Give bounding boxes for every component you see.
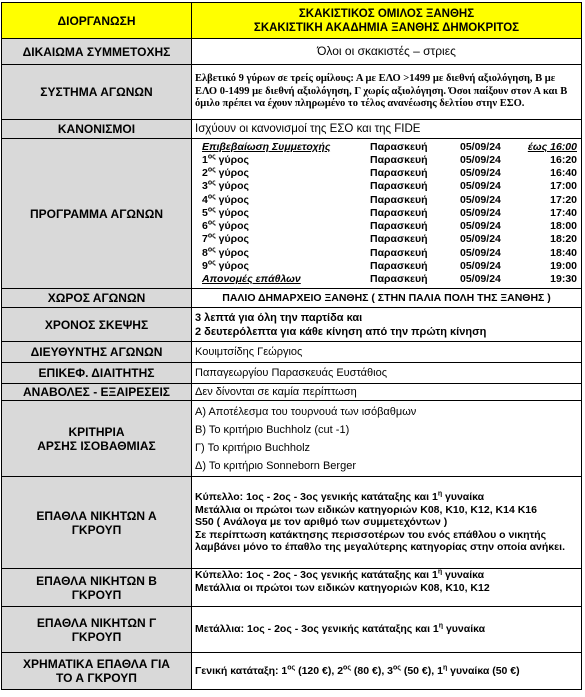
schedule-confirm-row — [202, 141, 577, 154]
prizes-a-label-line-2: ΓΚΡΟΥΠ — [71, 522, 122, 537]
prizes-a-value — [192, 477, 582, 569]
prizes-a-note: Σε περίπτωση κατάκτησης περισσοτέρων του ενός επάθλου ο νικητής λαμβάνει μόνο το έπαθλο της μεγαλύτερης κατηγορίας στην οποία ανήκει. — [195, 528, 565, 554]
postponements-value: Δεν δίνονται σε καμία περίπτωση — [192, 384, 582, 401]
organizer-line-2: ΣΚΑΚΙΣΤΙΚΗ ΑΚΑΔΗΜΙΑ ΞΑΝΘΗΣ ΔΗΜΟΚΡΙΤΟΣ — [253, 21, 520, 34]
round-time: 17:20 — [550, 193, 577, 206]
prizes-c-tail: γυναίκα — [443, 623, 486, 636]
tiebreaks-label-line-1: ΚΡΙΤΗΡΙΑ — [68, 424, 125, 439]
round-row — [202, 233, 577, 246]
round-label — [202, 207, 370, 220]
round-day: Παρασκευή — [370, 154, 428, 167]
cash-p1-sup: ος — [287, 664, 296, 672]
round-suffix: ος — [207, 193, 216, 201]
tiebreaks-list — [192, 401, 582, 477]
round-time: 18:40 — [550, 246, 577, 259]
time-control-label: ΧΡΟΝΟΣ ΣΚΕΨΗΣ — [2, 308, 192, 342]
round-number: 2 — [202, 167, 208, 180]
cash-p4: 1 — [437, 664, 443, 677]
cash-p1-amount: (120 €), — [295, 664, 338, 677]
cash-p2-sup: ος — [343, 664, 351, 672]
info-table — [1, 2, 582, 690]
tiebreaks-label-line-2: ΑΡΣΗΣ ΙΣΟΒΑΘΜΙΑΣ — [37, 438, 156, 453]
rules-label: ΚΑΝΟΝΙΣΜΟΙ — [2, 120, 192, 139]
round-row — [202, 260, 577, 273]
prizes-a-label — [2, 477, 192, 569]
prizes-a-cup-sup: η — [437, 490, 443, 498]
awards-date: 05/09/24 — [460, 272, 501, 285]
cash-p4-amount: γυναίκα (50 €) — [447, 664, 520, 677]
organizer-label: ΔΙΟΡΓΑΝΩΣΗ — [2, 3, 192, 39]
round-row — [202, 207, 577, 220]
round-day: Παρασκευή — [370, 167, 428, 180]
system-value: Ελβετικό 9 γύρων σε τρείς ομίλους: Α με ΕΛΟ >1499 με διεθνή αξιολόγηση, Β με ΕΛΟ 0-1499 με διεθνή αξιολόγηση, Γ χωρίς αξιολόγηση. Όσοι παίξουν στον Α και Β όμιλο πρέπει να έχουν πληρωμένο το τέλος ανανέωσης δελτίου στην ΕΣΟ. — [192, 65, 582, 120]
postponements-label: ΑΝΑΒΟΛΕΣ - ΕΞΑΙΡΕΣΕΙΣ — [2, 384, 192, 401]
prizes-a-cup — [195, 491, 578, 504]
round-word: γύρος — [215, 180, 250, 193]
prizes-c-label — [2, 607, 192, 653]
prizes-c-row — [2, 607, 582, 653]
eligibility-label: ΔΙΚΑΙΩΜΑ ΣΥΜΜΕΤΟΧΗΣ — [2, 39, 192, 65]
round-word: γύρος — [215, 167, 250, 180]
round-day: Παρασκευή — [370, 220, 428, 233]
round-label — [202, 260, 370, 273]
time-control-value — [192, 308, 582, 342]
cash-prizes-label-line-1: ΧΡΗΜΑΤΙΚΑ ΕΠΑΘΛΑ ΓΙΑ — [23, 657, 170, 671]
round-row — [202, 180, 577, 193]
round-word: γύρος — [215, 259, 250, 272]
round-number: 7 — [202, 233, 208, 246]
round-suffix: ος — [207, 246, 216, 253]
round-word: γύρος — [215, 220, 250, 233]
tiebreaks-label — [2, 401, 192, 477]
round-label — [202, 167, 370, 180]
cash-prizes-label-line-2: ΤΟ Α ΓΚΡΟΥΠ — [56, 671, 137, 685]
round-date: 05/09/24 — [460, 167, 501, 180]
eligibility-value: Όλοι οι σκακιστές – στριες — [192, 39, 582, 65]
tiebreak-item: Γ) Το κριτήριο Buchholz — [195, 441, 311, 454]
cash-p2: 2 — [337, 664, 344, 677]
round-time: 18:20 — [550, 233, 577, 246]
arbiter-row — [2, 363, 582, 384]
cash-prizes-value — [192, 653, 582, 690]
time-control-line-1: 3 λεπτά για όλη την παρτίδα και — [195, 311, 363, 324]
cash-p3-sup: ος — [393, 664, 401, 672]
system-label: ΣΥΣΤΗΜΑ ΑΓΩΝΩΝ — [2, 65, 192, 120]
round-row — [202, 220, 577, 233]
tiebreak-item: Β) Το κριτήριο Buchholz (cut -1) — [195, 423, 350, 436]
rounds-list — [202, 154, 577, 273]
prizes-c-label-line-1: ΕΠΑΘΛΑ ΝΙΚΗΤΩΝ Γ — [36, 615, 157, 630]
rules-row — [2, 120, 582, 139]
arbiter-label: ΕΠΙΚΕΦ. ΔΙΑΙΤΗΤΗΣ — [2, 363, 192, 384]
tiebreak-item: Α) Αποτέλεσμα του τουρνουά των ισόβαθμων — [195, 405, 417, 418]
cash-p3: 3 — [387, 664, 393, 677]
round-day: Παρασκευή — [370, 259, 428, 272]
round-label — [202, 247, 370, 260]
round-number: 9 — [202, 259, 208, 272]
round-word: γύρος — [215, 154, 250, 167]
round-word: γύρος — [215, 233, 250, 246]
prizes-b-label — [2, 569, 192, 607]
round-word: γύρος — [215, 193, 250, 206]
round-date: 05/09/24 — [460, 206, 501, 219]
round-row — [202, 154, 577, 167]
schedule-awards-row — [202, 273, 577, 286]
round-date: 05/09/24 — [460, 259, 501, 272]
prizes-c-label-line-2: ΓΚΡΟΥΠ — [71, 629, 122, 644]
round-label — [202, 220, 370, 233]
round-date: 05/09/24 — [460, 180, 501, 193]
round-word: γύρος — [215, 206, 250, 219]
round-date: 05/09/24 — [460, 233, 501, 246]
awards-day: Παρασκευή — [370, 272, 428, 285]
prizes-a-label-line-1: ΕΠΑΘΛΑ ΝΙΚΗΤΩΝ Α — [36, 508, 157, 523]
tiebreaks-row — [2, 401, 582, 477]
confirm-day: Παρασκευή — [370, 140, 428, 153]
confirm-time: έως 16:00 — [527, 140, 577, 153]
round-row — [202, 194, 577, 207]
rules-value: Ισχύουν οι κανονισμοί της ΕΣΟ και της FIDE — [192, 120, 582, 139]
round-day: Παρασκευή — [370, 193, 428, 206]
round-label — [202, 154, 370, 167]
arbiter-value: Παπαγεωργίου Παρασκευάς Ευστάθιος — [192, 363, 582, 384]
prizes-a-cup-text: Κύπελλο: 1ος - 2ος - 3ος γενικής κατάταξης και 1 — [195, 491, 438, 504]
round-number: 6 — [202, 220, 208, 233]
venue-label: ΧΩΡΟΣ ΑΓΩΝΩΝ — [2, 289, 192, 308]
cash-prefix: Γενική κατάταξη: — [195, 664, 282, 677]
cash-p3-amount: (50 €), — [400, 664, 438, 677]
tiebreak-item: Δ) Το κριτήριο Sonneborn Berger — [195, 459, 356, 472]
round-word: γύρος — [215, 246, 250, 259]
cash-p2-amount: (80 €), — [350, 664, 388, 677]
prizes-b-label-line-2: ΓΚΡΟΥΠ — [71, 587, 122, 602]
system-row — [2, 65, 582, 120]
schedule-table — [202, 141, 577, 286]
prizes-b-cup-sup: η — [437, 568, 443, 576]
round-suffix: ος — [207, 179, 216, 187]
round-day: Παρασκευή — [370, 206, 428, 219]
director-label: ΔΙΕΥΘΥΝΤΗΣ ΑΓΩΝΩΝ — [2, 342, 192, 363]
round-row — [202, 167, 577, 180]
round-time: 16:20 — [550, 154, 577, 167]
postponements-row — [2, 384, 582, 401]
prizes-b-row — [2, 569, 582, 607]
prizes-a-row — [2, 477, 582, 569]
round-suffix: ος — [207, 153, 216, 161]
cash-prizes-row — [2, 653, 582, 690]
time-control-row — [2, 308, 582, 342]
director-value: Κουιμτσίδης Γεώργιος — [192, 342, 582, 363]
round-label — [202, 194, 370, 207]
organizer-value — [192, 3, 582, 39]
round-time: 18:00 — [550, 220, 577, 233]
venue-value: ΠΑΛΙΟ ΔΗΜΑΡΧΕΙΟ ΞΑΝΘΗΣ ( ΣΤΗΝ ΠΑΛΙΑ ΠΟΛΗ ΤΗΣ ΞΑΝΘΗΣ ) — [192, 289, 582, 308]
prizes-b-value — [192, 569, 582, 607]
round-time: 17:40 — [550, 206, 577, 219]
organizer-line-1: ΣΚΑΚΙΣΤΙΚΟΣ ΟΜΙΛΟΣ ΞΑΝΘΗΣ — [298, 7, 475, 20]
awards-event: Απονομές επάθλων — [202, 272, 301, 285]
prizes-a-cup-tail: γυναίκα — [442, 491, 485, 504]
prizes-b-cup — [195, 569, 578, 582]
prizes-b-medals: Μετάλλια οι πρώτοι των ειδικών κατηγοριών Κ08, Κ10, Κ12 — [195, 581, 490, 594]
time-control-line-2: 2 δευτερόλεπτα για κάθε κίνηση από την πρώτη κίνηση — [195, 325, 487, 338]
round-row — [202, 247, 577, 260]
confirm-event: Επιβεβαίωση Συμμετοχής — [202, 140, 331, 153]
prizes-b-cup-text: Κύπελλο: 1ος - 2ος - 3ος γενικής κατάταξης και 1 — [195, 569, 438, 581]
round-date: 05/09/24 — [460, 246, 501, 259]
prizes-b-cup-tail: γυναίκα — [442, 569, 485, 581]
prizes-a-medals: Μετάλλια οι πρώτοι των ειδικών κατηγοριών Κ08, Κ10, Κ12, Κ14 Κ16 — [195, 503, 537, 516]
round-date: 05/09/24 — [460, 154, 501, 167]
round-time: 19:00 — [550, 259, 577, 272]
cash-p1: 1 — [281, 664, 288, 677]
round-number: 4 — [202, 193, 208, 206]
prizes-a-s50: S50 ( Ανάλογα με τον αριθμό των συμμετεχόντων ) — [195, 516, 448, 529]
round-number: 5 — [202, 206, 208, 219]
round-suffix: ος — [207, 206, 216, 214]
schedule-cell — [192, 139, 582, 289]
venue-row — [2, 289, 582, 308]
organizer-row — [2, 3, 582, 39]
round-suffix: ος — [207, 166, 216, 174]
prizes-c-text: Μετάλλια: 1ος - 2ος - 3ος γενικής κατάταξης και 1 — [195, 623, 439, 636]
round-day: Παρασκευή — [370, 180, 428, 193]
round-date: 05/09/24 — [460, 193, 501, 206]
confirm-date: 05/09/24 — [460, 140, 501, 153]
director-row — [2, 342, 582, 363]
round-date: 05/09/24 — [460, 220, 501, 233]
schedule-row — [2, 139, 582, 289]
prizes-c-sup: η — [438, 622, 444, 630]
round-number: 3 — [202, 180, 208, 193]
round-suffix: ος — [207, 259, 216, 267]
round-time: 16:40 — [550, 167, 577, 180]
round-number: 8 — [202, 246, 208, 259]
prizes-c-value — [192, 607, 582, 653]
round-suffix: ος — [207, 219, 216, 227]
prizes-b-label-line-1: ΕΠΑΘΛΑ ΝΙΚΗΤΩΝ Β — [36, 573, 157, 588]
cash-prizes-label — [2, 653, 192, 690]
round-label — [202, 233, 370, 246]
round-time: 17:00 — [550, 180, 577, 193]
round-day: Παρασκευή — [370, 233, 428, 246]
round-day: Παρασκευή — [370, 246, 428, 259]
eligibility-row — [2, 39, 582, 65]
round-number: 1 — [202, 154, 208, 167]
cash-p4-sup: η — [442, 664, 448, 672]
round-suffix: ος — [207, 232, 216, 240]
awards-time: 19:30 — [550, 272, 577, 285]
round-label — [202, 180, 370, 193]
schedule-label: ΠΡΟΓΡΑΜΜΑ ΑΓΩΝΩΝ — [2, 139, 192, 289]
